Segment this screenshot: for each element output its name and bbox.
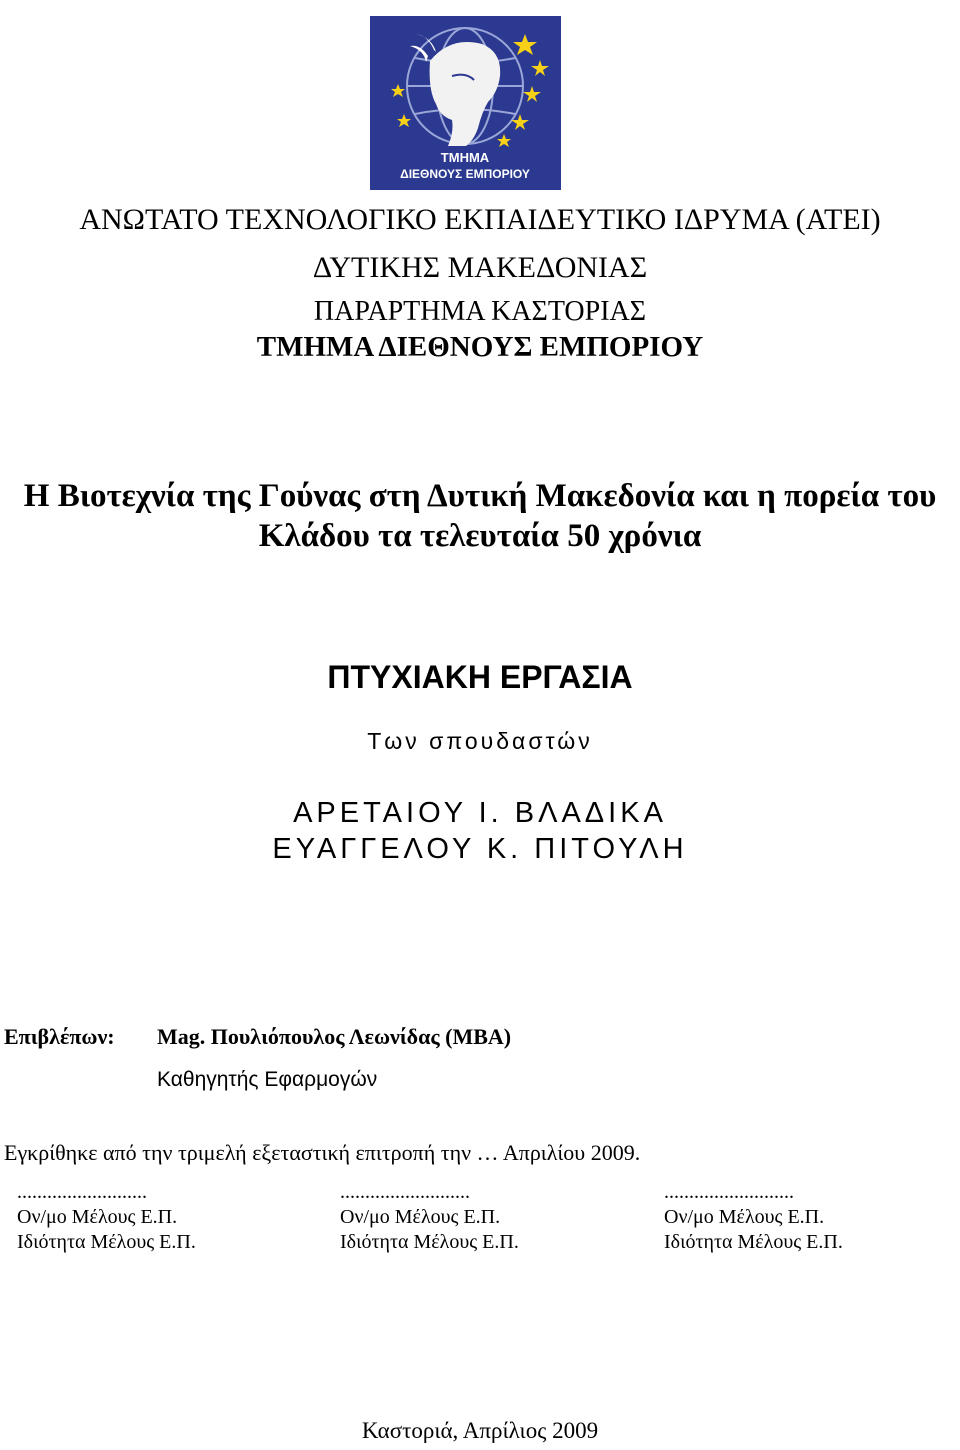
signature-line: ..........................: [17, 1181, 147, 1203]
signature-line: ..........................: [340, 1181, 470, 1203]
institution-name-line2: ΔΥΤΙΚΗΣ ΜΑΚΕΔΟΝΙΑΣ: [312, 251, 648, 284]
supervisor-label: Επιβλέπων:: [4, 1024, 115, 1049]
department-logo: [370, 16, 561, 190]
institution-name-line1: ΑΝΩΤΑΤΟ ΤΕΧΝΟΛΟΓΙΚΟ ΕΚΠΑΙΔΕΥΤΙΚΟ ΙΔΡΥΜΑ (ΑΤΕΙ): [79, 203, 881, 236]
member-name: Ον/μο Μέλους Ε.Π.: [340, 1206, 501, 1228]
thesis-title-line2: Κλάδου τα τελευταία 50 χρόνια: [258, 518, 702, 554]
branch-name: ΠΑΡΑΡΤΗΜΑ ΚΑΣΤΟΡΙΑΣ: [313, 296, 647, 327]
member-name: Ον/μο Μέλους Ε.Π.: [17, 1206, 178, 1228]
thesis-type: ΠΤΥΧΙΑΚΗ ΕΡΓΑΣΙΑ: [327, 659, 633, 695]
signature-line: ..........................: [664, 1181, 794, 1203]
students-label: Των σπουδαστών: [367, 728, 593, 754]
logo-text-line2: ΔΙΕΘΝΟΥΣ ΕΜΠΟΡΙΟΥ: [400, 167, 530, 181]
department-name: ΤΜΗΜΑ ΔΙΕΘΝΟΥΣ ΕΜΠΟΡΙΟΥ: [256, 331, 704, 363]
student-name: ΕΥΑΓΓΕΛΟΥ Κ. ΠΙΤΟΥΛΗ: [272, 833, 688, 865]
supervisor-role: Καθηγητής Εφαρμογών: [157, 1068, 378, 1091]
thesis-title-line1: Η Βιοτεχνία της Γούνας στη Δυτική Μακεδονία και η πορεία του: [23, 478, 937, 514]
member-title: Ιδιότητα Μέλους Ε.Π.: [340, 1231, 519, 1253]
committee-member: [340, 1180, 519, 1255]
student-name: ΑΡΕΤΑΙΟΥ Ι. ΒΛΑΔΙΚΑ: [293, 797, 667, 829]
place-and-date: Καστοριά, Απρίλιος 2009: [361, 1418, 599, 1443]
logo-text-line1: ΤΜΗΜΑ: [440, 150, 490, 165]
member-title: Ιδιότητα Μέλους Ε.Π.: [664, 1231, 843, 1253]
member-title: Ιδιότητα Μέλους Ε.Π.: [17, 1231, 196, 1253]
committee-member: [664, 1180, 843, 1255]
committee-member: [17, 1180, 196, 1255]
supervisor-name: Mag. Πουλιόπουλος Λεωνίδας (MBA): [157, 1024, 512, 1049]
member-name: Ον/μο Μέλους Ε.Π.: [664, 1206, 825, 1228]
approval-statement: Εγκρίθηκε από την τριμελή εξεταστική επιτροπή την … Απριλίου 2009.: [4, 1140, 641, 1165]
